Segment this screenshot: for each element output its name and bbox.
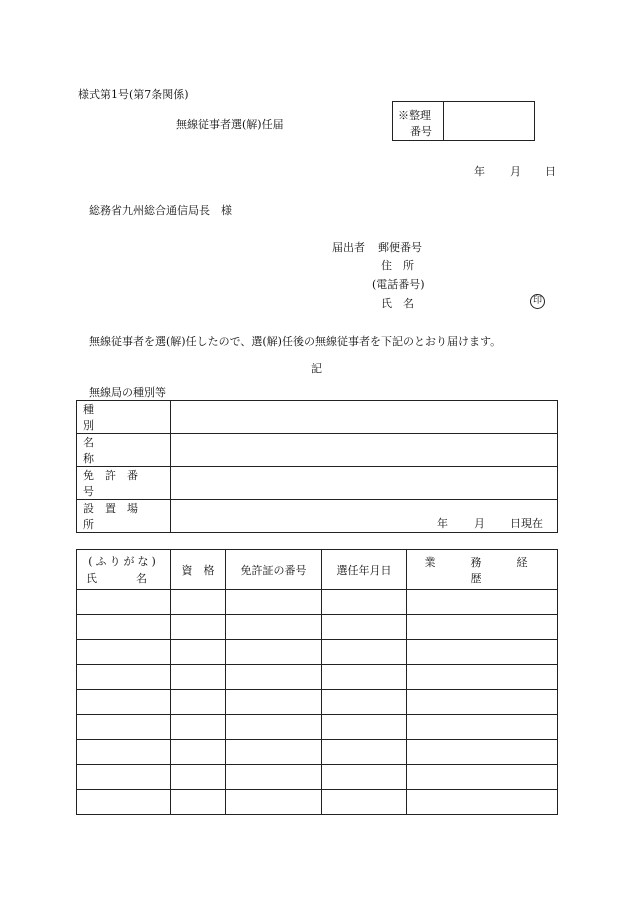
operator-appointment-cell[interactable]	[322, 740, 407, 765]
statement: 無線従事者を選(解)任したので、選(解)任後の無線従事者を下記のとおり届けます。	[89, 335, 502, 348]
office-use-divider	[443, 102, 444, 140]
operator-name-cell[interactable]	[77, 590, 171, 615]
current-date-year: 年	[437, 517, 448, 530]
office-use-label-line2: 番号	[410, 125, 432, 138]
operator-career-cell[interactable]	[407, 715, 558, 740]
station-row-name	[77, 434, 558, 467]
operator-qualification-cell[interactable]	[171, 715, 226, 740]
header-license-number: 免許証の番号	[226, 550, 322, 590]
operator-name-cell[interactable]	[77, 690, 171, 715]
office-use-label-line1: ※整理	[398, 109, 431, 122]
station-row-type	[77, 401, 558, 434]
operator-row	[77, 715, 558, 740]
operator-license-cell[interactable]	[226, 765, 322, 790]
seal-mark: 印	[530, 294, 545, 309]
date-month: 月	[510, 165, 521, 178]
operator-license-cell[interactable]	[226, 740, 322, 765]
operator-row	[77, 590, 558, 615]
header-career: 業 務 経 歴	[407, 550, 558, 590]
operator-appointment-cell[interactable]	[322, 690, 407, 715]
operator-license-cell[interactable]	[226, 640, 322, 665]
operators-header-row	[77, 550, 558, 590]
station-label-license	[77, 467, 170, 499]
operator-qualification-cell[interactable]	[171, 665, 226, 690]
station-value-license[interactable]	[171, 467, 558, 500]
station-value-location[interactable]	[171, 500, 558, 533]
form-title: 無線従事者選(解)任届	[176, 118, 284, 131]
operator-row	[77, 765, 558, 790]
header-name: 氏 名	[86, 572, 161, 585]
operator-name-cell[interactable]	[77, 765, 171, 790]
operator-license-cell[interactable]	[226, 590, 322, 615]
operator-qualification-cell[interactable]	[171, 790, 226, 815]
header-furigana: (ふりがな)	[88, 555, 159, 568]
operator-appointment-cell[interactable]	[322, 765, 407, 790]
operator-row	[77, 615, 558, 640]
header-qualification: 資 格	[171, 550, 226, 590]
station-value-type[interactable]	[171, 401, 558, 434]
operator-name-cell[interactable]	[77, 715, 171, 740]
form-number: 様式第1号(第7条関係)	[78, 88, 189, 101]
station-section-heading: 無線局の種別等	[89, 386, 166, 399]
applicant-postal-code: 郵便番号	[378, 241, 422, 254]
operator-license-cell[interactable]	[226, 615, 322, 640]
operator-career-cell[interactable]	[407, 665, 558, 690]
operator-license-cell[interactable]	[226, 665, 322, 690]
station-row-location	[77, 500, 558, 533]
applicant-phone: (電話番号)	[372, 278, 425, 291]
applicant-address: 住 所	[381, 259, 414, 272]
station-label-name	[77, 434, 170, 466]
station-table	[76, 400, 558, 533]
operator-career-cell[interactable]	[407, 615, 558, 640]
operator-name-cell[interactable]	[77, 615, 171, 640]
station-label-location-text: 設置場所	[83, 502, 149, 531]
operator-career-cell[interactable]	[407, 640, 558, 665]
operator-qualification-cell[interactable]	[171, 590, 226, 615]
operator-qualification-cell[interactable]	[171, 690, 226, 715]
operator-career-cell[interactable]	[407, 740, 558, 765]
date-year: 年	[474, 165, 485, 178]
ki-mark: 記	[311, 362, 322, 375]
operator-appointment-cell[interactable]	[322, 640, 407, 665]
office-use-box	[392, 101, 535, 141]
operator-appointment-cell[interactable]	[322, 665, 407, 690]
station-value-name[interactable]	[171, 434, 558, 467]
station-label-type	[77, 401, 170, 433]
operator-qualification-cell[interactable]	[171, 615, 226, 640]
operator-career-cell[interactable]	[407, 765, 558, 790]
operator-career-cell[interactable]	[407, 790, 558, 815]
operator-license-cell[interactable]	[226, 790, 322, 815]
operator-name-cell[interactable]	[77, 665, 171, 690]
operators-table	[76, 549, 563, 815]
operator-career-cell[interactable]	[407, 690, 558, 715]
operator-row	[77, 640, 558, 665]
station-row-license	[77, 467, 558, 500]
station-label-location	[77, 500, 170, 532]
operator-qualification-cell[interactable]	[171, 740, 226, 765]
operator-license-cell[interactable]	[226, 715, 322, 740]
operator-appointment-cell[interactable]	[322, 590, 407, 615]
header-name-cell	[77, 550, 171, 590]
date-day: 日	[545, 165, 556, 178]
operator-row	[77, 690, 558, 715]
operator-row	[77, 740, 558, 765]
operator-name-cell[interactable]	[77, 640, 171, 665]
header-appointment-date: 選任年月日	[322, 550, 407, 590]
addressee: 総務省九州総合通信局長 様	[89, 204, 232, 217]
operator-appointment-cell[interactable]	[322, 615, 407, 640]
station-label-type-text: 種別	[83, 403, 146, 432]
operator-license-cell[interactable]	[226, 690, 322, 715]
operator-career-cell[interactable]	[407, 590, 558, 615]
operator-appointment-cell[interactable]	[322, 790, 407, 815]
operator-name-cell[interactable]	[77, 790, 171, 815]
applicant-heading: 届出者	[332, 241, 365, 254]
operator-appointment-cell[interactable]	[322, 715, 407, 740]
current-date-month: 月	[474, 517, 485, 530]
operator-row	[77, 665, 558, 690]
operator-qualification-cell[interactable]	[171, 765, 226, 790]
current-date-day: 日現在	[510, 517, 543, 530]
operator-row	[77, 790, 558, 815]
station-label-name-text: 名称	[83, 436, 146, 465]
operator-qualification-cell[interactable]	[171, 640, 226, 665]
operator-name-cell[interactable]	[77, 740, 171, 765]
station-label-license-text: 免許番号	[83, 469, 149, 498]
applicant-name: 氏 名	[381, 297, 414, 310]
